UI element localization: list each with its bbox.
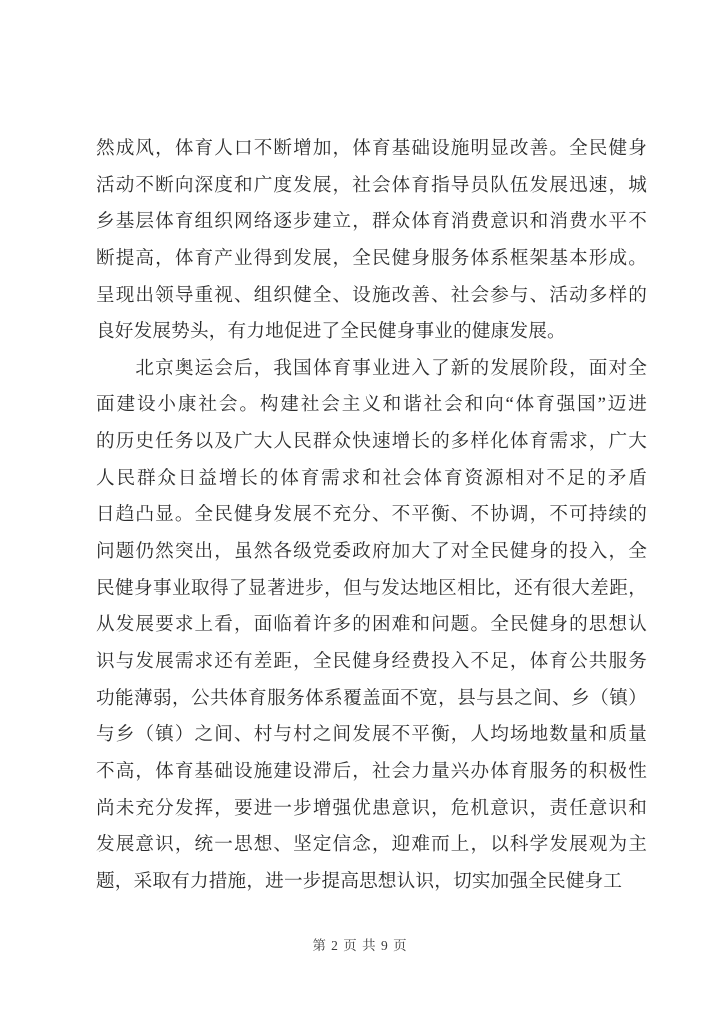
- text-line: 发展意识，统一思想、坚定信念，迎难而上，以科学发展观为主: [96, 834, 647, 856]
- document-body: [96, 131, 647, 900]
- text-line: 题，采取有力措施，进一步提高思想认识，切实加强全民健身工: [96, 870, 623, 892]
- text-line: 民健身事业取得了显著进步，但与发达地区相比，还有很大差距，: [96, 577, 647, 599]
- text-line: 然成风，体育人口不断增加，体育基础设施明显改善。全民健身: [96, 138, 647, 159]
- text-line: 的历史任务以及广大人民群众快速增长的多样化体育需求，广大: [96, 431, 647, 453]
- text-line: 断提高，体育产业得到发展，全民健身服务体系框架基本形成。: [96, 247, 647, 269]
- text-line: 与乡（镇）之间、村与村之间发展不平衡，人均场地数量和质量: [96, 724, 647, 746]
- text-line: 面建设小康社会。构建社会主义和谐社会和向“体育强国”迈进: [96, 394, 647, 416]
- text-line: 不高，体育基础设施建设滞后，社会力量兴办体育服务的积极性: [96, 760, 647, 782]
- text-line: 人民群众日益增长的体育需求和社会体育资源相对不足的矛盾: [96, 467, 647, 489]
- text-line: 功能薄弱，公共体育服务体系覆盖面不宽，县与县之间、乡（镇）: [96, 687, 647, 709]
- text-line: 活动不断向深度和广度发展，社会体育指导员队伍发展迅速，城: [96, 174, 647, 196]
- text-line: 从发展要求上看，面临着许多的困难和问题。全民健身的思想认: [96, 614, 647, 636]
- text-line: 日趋凸显。全民健身发展不充分、不平衡、不协调，不可持续的: [96, 504, 647, 526]
- text-line: 识与发展需求还有差距，全民健身经费投入不足，体育公共服务: [96, 650, 647, 672]
- text-line: 北京奥运会后，我国体育事业进入了新的发展阶段，面对全: [96, 357, 647, 379]
- text-line: 呈现出领导重视、组织健全、设施改善、社会参与、活动多样的: [96, 284, 647, 306]
- text-line: 尚未充分发挥，要进一步增强优患意识，危机意识，责任意识和: [96, 797, 647, 819]
- text-line: 问题仍然突出，虽然各级党委政府加大了对全民健身的投入，全: [96, 541, 647, 563]
- text-line: 良好发展势头，有力地促进了全民健身事业的健康发展。: [96, 321, 566, 343]
- text-line: 乡基层体育组织网络逐步建立，群众体育消费意识和消费水平不: [96, 211, 647, 233]
- page-number: 第 2 页 共 9 页: [312, 938, 408, 953]
